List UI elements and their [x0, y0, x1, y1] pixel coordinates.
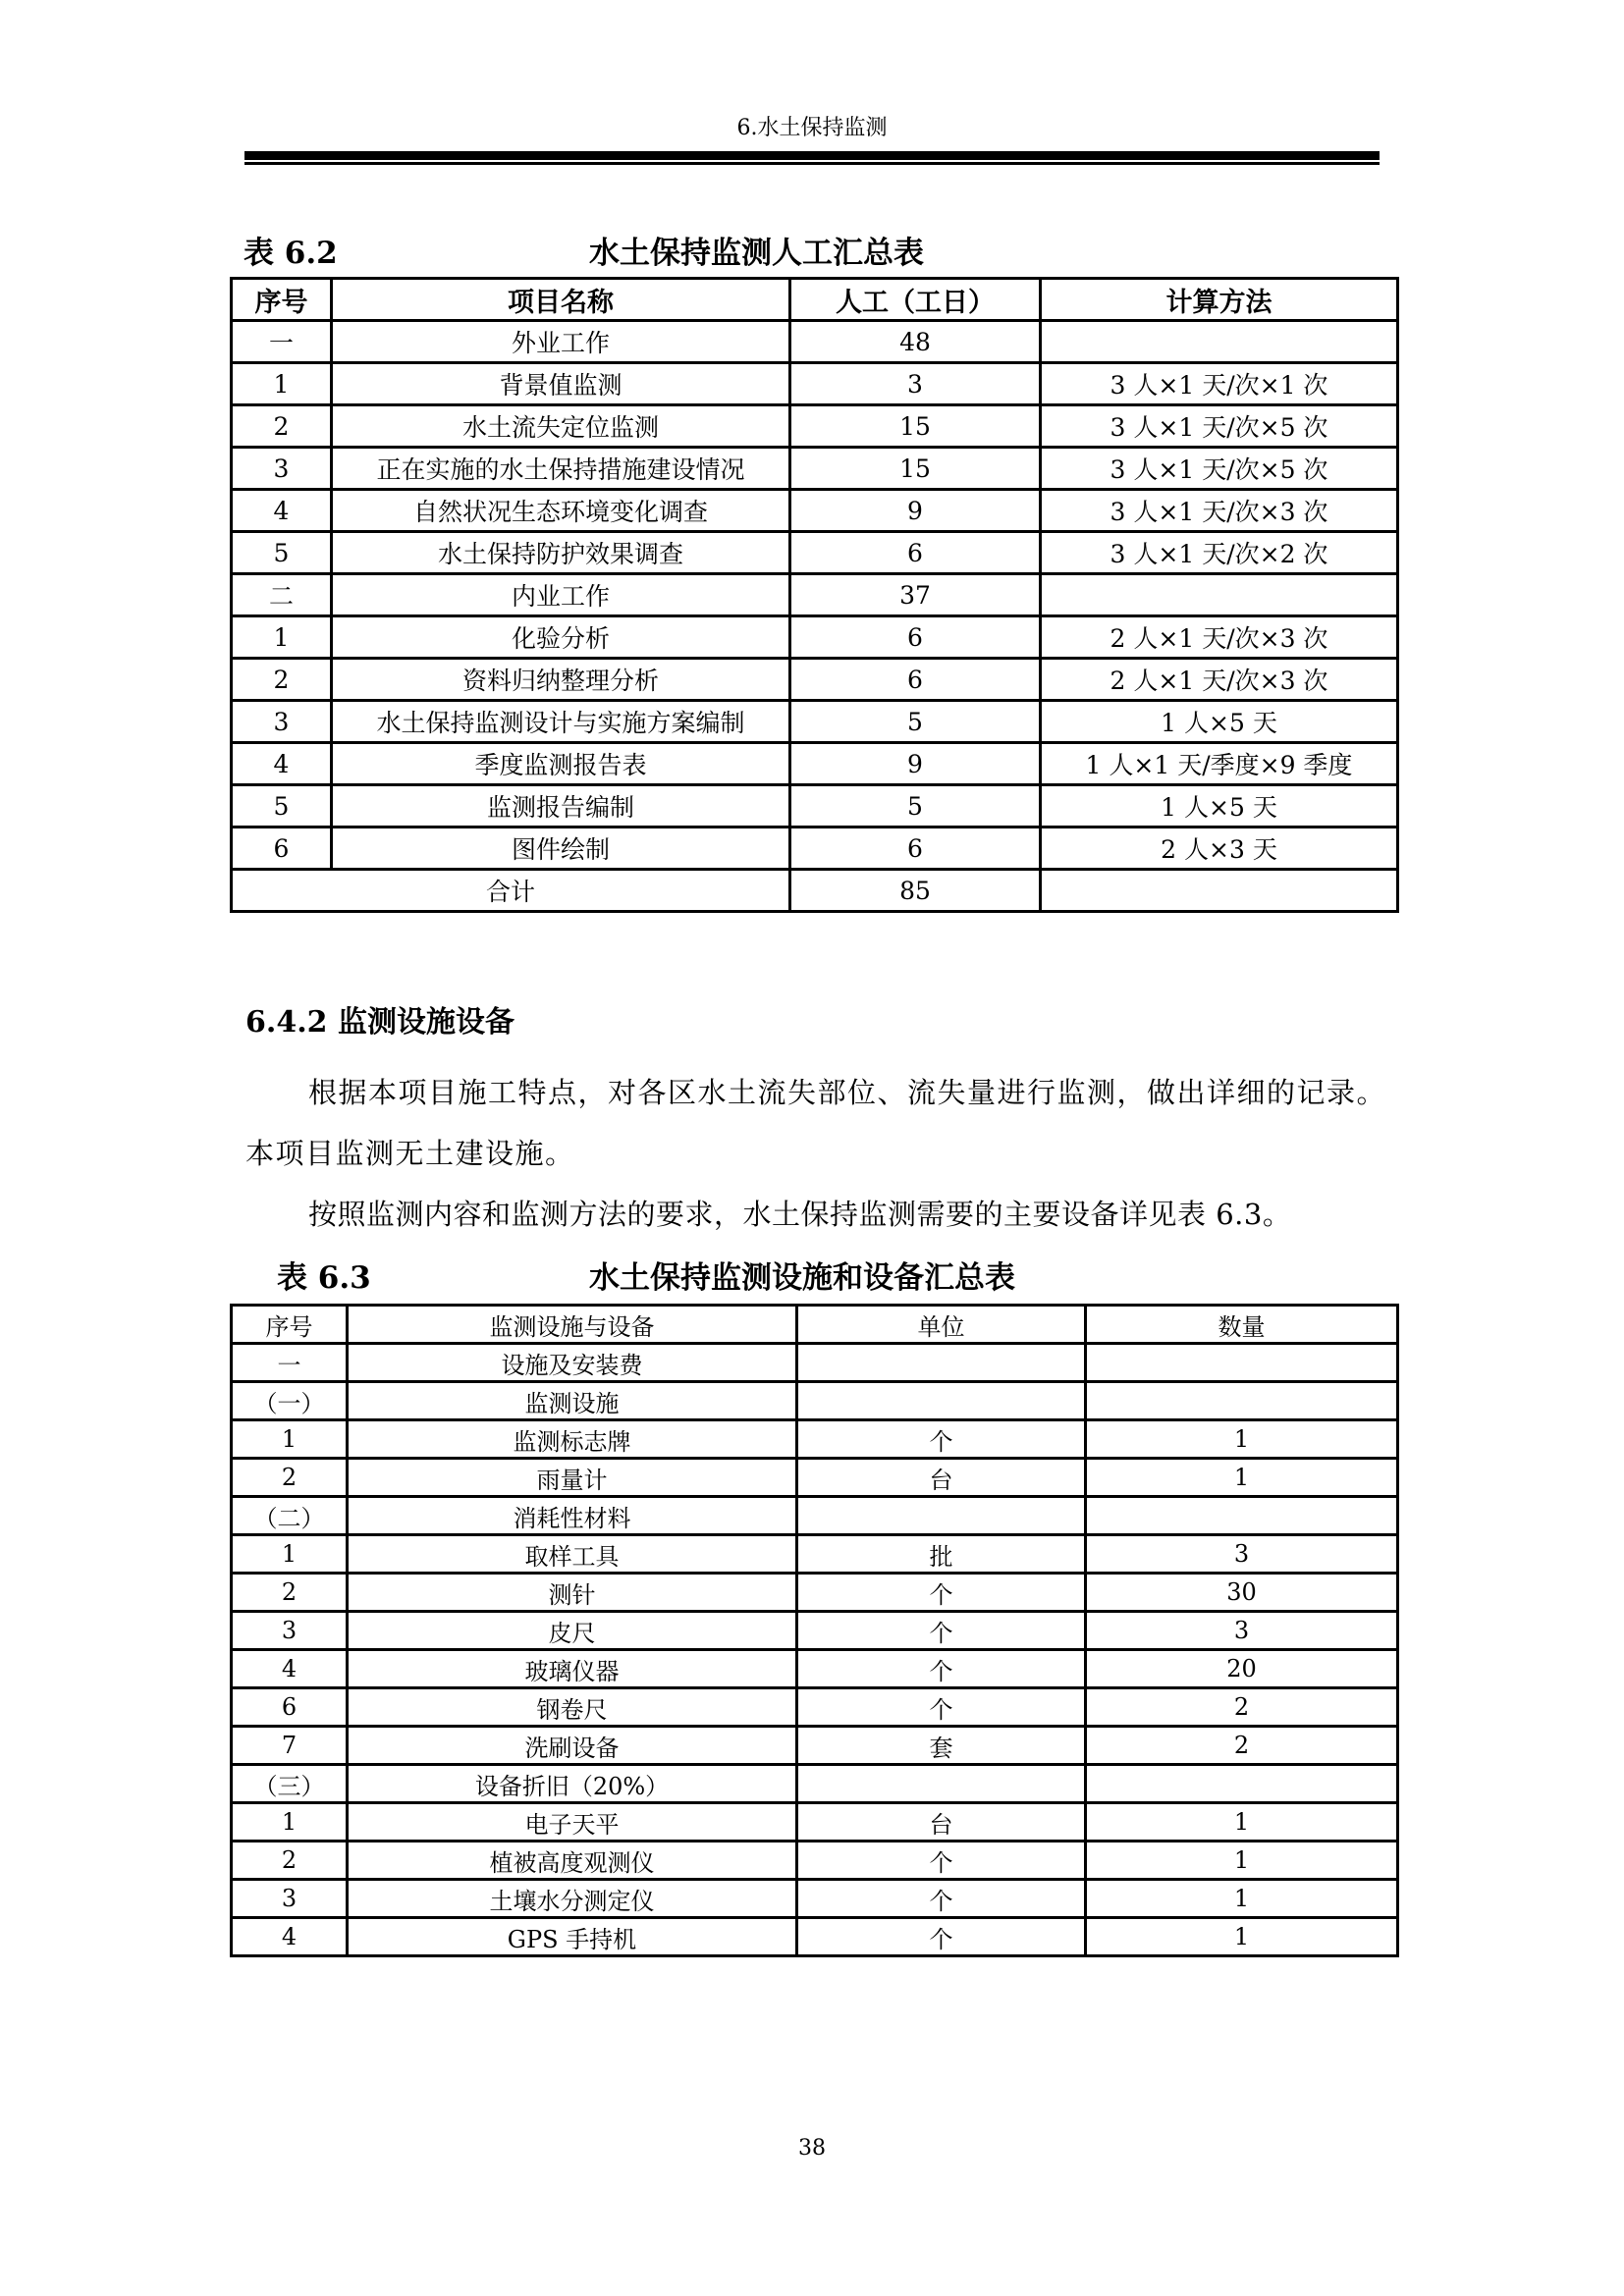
- cell-calc-method: 2 人×3 天: [1041, 828, 1398, 870]
- cell-workdays: 37: [790, 574, 1041, 616]
- cell-unit: 个: [797, 1918, 1086, 1956]
- cell-index: 1: [232, 1803, 348, 1842]
- cell-calc-method: 3 人×1 天/次×2 次: [1041, 532, 1398, 574]
- cell-equipment: 钢卷尺: [348, 1688, 797, 1727]
- cell-quantity: 1: [1086, 1880, 1398, 1918]
- cell-unit: 台: [797, 1803, 1086, 1842]
- table-row: [232, 659, 1398, 701]
- cell-index: 一: [232, 321, 332, 363]
- cell-calc-method: [1041, 574, 1398, 616]
- cell-workdays: 6: [790, 532, 1041, 574]
- header-rule-thin: [244, 162, 1380, 165]
- cell-quantity: 1: [1086, 1803, 1398, 1842]
- table-row: [232, 1765, 1398, 1803]
- total-label: 合计: [232, 870, 790, 912]
- header-calc-method: 计算方法: [1041, 279, 1398, 321]
- table-row: [232, 616, 1398, 659]
- table-row: [232, 1344, 1398, 1382]
- cell-workdays: 5: [790, 701, 1041, 743]
- cell-workdays: 15: [790, 448, 1041, 490]
- cell-calc-method: 1 人×5 天: [1041, 785, 1398, 828]
- cell-index: 3: [232, 448, 332, 490]
- table-row: [232, 490, 1398, 532]
- cell-index: 2: [232, 1459, 348, 1497]
- cell-workdays: 6: [790, 828, 1041, 870]
- cell-quantity: 3: [1086, 1535, 1398, 1574]
- cell-equipment: 监测设施: [348, 1382, 797, 1420]
- header-index: 序号: [232, 279, 332, 321]
- cell-index: 4: [232, 743, 332, 785]
- cell-calc-method: [1041, 321, 1398, 363]
- table-row: [232, 574, 1398, 616]
- table-header-row: [232, 1306, 1398, 1344]
- cell-item-name: 自然状况生态环境变化调查: [332, 490, 790, 532]
- cell-equipment: 设施及安装费: [348, 1344, 797, 1382]
- cell-index: 3: [232, 701, 332, 743]
- cell-quantity: 1: [1086, 1918, 1398, 1956]
- cell-index: 二: [232, 574, 332, 616]
- total-value: 85: [790, 870, 1041, 912]
- cell-item-name: 背景值监测: [332, 363, 790, 405]
- cell-index: 2: [232, 405, 332, 448]
- cell-unit: 个: [797, 1574, 1086, 1612]
- header-item-name: 项目名称: [332, 279, 790, 321]
- table-row: [232, 1535, 1398, 1574]
- cell-item-name: 水土保持防护效果调查: [332, 532, 790, 574]
- header-quantity: 数量: [1086, 1306, 1398, 1344]
- cell-unit: 个: [797, 1688, 1086, 1727]
- cell-index: 2: [232, 1842, 348, 1880]
- cell-calc-method: 2 人×1 天/次×3 次: [1041, 659, 1398, 701]
- cell-equipment: 测针: [348, 1574, 797, 1612]
- table-6-3-title: 水土保持监测设施和设备汇总表: [589, 1260, 1015, 1296]
- cell-unit: 个: [797, 1612, 1086, 1650]
- table-row: [232, 1459, 1398, 1497]
- table-total-row: [232, 870, 1398, 912]
- cell-index: 3: [232, 1880, 348, 1918]
- cell-quantity: 1: [1086, 1459, 1398, 1497]
- cell-equipment: 皮尺: [348, 1612, 797, 1650]
- table-row: [232, 363, 1398, 405]
- cell-item-name: 图件绘制: [332, 828, 790, 870]
- cell-calc-method: 3 人×1 天/次×5 次: [1041, 405, 1398, 448]
- cell-calc-method: 3 人×1 天/次×3 次: [1041, 490, 1398, 532]
- cell-quantity: 2: [1086, 1688, 1398, 1727]
- cell-calc-method: 3 人×1 天/次×1 次: [1041, 363, 1398, 405]
- cell-calc-method: 1 人×5 天: [1041, 701, 1398, 743]
- cell-unit: 个: [797, 1650, 1086, 1688]
- cell-index: （一）: [232, 1382, 348, 1420]
- cell-item-name: 水土流失定位监测: [332, 405, 790, 448]
- cell-unit: 个: [797, 1842, 1086, 1880]
- table-6-3: [230, 1304, 1399, 1957]
- table-6-2-number: 表 6.2: [244, 236, 338, 271]
- table-row: [232, 405, 1398, 448]
- cell-index: 4: [232, 1650, 348, 1688]
- cell-index: 4: [232, 1918, 348, 1956]
- cell-quantity: [1086, 1497, 1398, 1535]
- cell-unit: [797, 1497, 1086, 1535]
- cell-item-name: 内业工作: [332, 574, 790, 616]
- table-header-row: [232, 279, 1398, 321]
- cell-equipment: 消耗性材料: [348, 1497, 797, 1535]
- cell-index: 6: [232, 828, 332, 870]
- table-row: [232, 701, 1398, 743]
- cell-unit: [797, 1344, 1086, 1382]
- table-row: [232, 785, 1398, 828]
- cell-index: （二）: [232, 1497, 348, 1535]
- header-equipment: 监测设施与设备: [348, 1306, 797, 1344]
- cell-workdays: 3: [790, 363, 1041, 405]
- header-workdays: 人工（工日）: [790, 279, 1041, 321]
- cell-unit: 批: [797, 1535, 1086, 1574]
- cell-quantity: 20: [1086, 1650, 1398, 1688]
- cell-quantity: 3: [1086, 1612, 1398, 1650]
- table-row: [232, 1727, 1398, 1765]
- cell-item-name: 资料归纳整理分析: [332, 659, 790, 701]
- paragraph: 按照监测内容和监测方法的要求，水土保持监测需要的主要设备详见表 6.3。: [308, 1198, 1292, 1231]
- table-row: [232, 448, 1398, 490]
- page-number: 38: [798, 2136, 826, 2161]
- cell-item-name: 外业工作: [332, 321, 790, 363]
- cell-item-name: 化验分析: [332, 616, 790, 659]
- table-row: [232, 1650, 1398, 1688]
- cell-unit: 个: [797, 1420, 1086, 1459]
- cell-quantity: 1: [1086, 1842, 1398, 1880]
- cell-equipment: 电子天平: [348, 1803, 797, 1842]
- table-row: [232, 1918, 1398, 1956]
- cell-index: 2: [232, 659, 332, 701]
- header-rule-thick: [244, 151, 1380, 160]
- cell-index: 一: [232, 1344, 348, 1382]
- table-row: [232, 1880, 1398, 1918]
- table-row: [232, 1842, 1398, 1880]
- header-unit: 单位: [797, 1306, 1086, 1344]
- cell-workdays: 48: [790, 321, 1041, 363]
- table-6-3-number: 表 6.3: [277, 1260, 371, 1296]
- cell-index: 5: [232, 785, 332, 828]
- cell-calc-method: 2 人×1 天/次×3 次: [1041, 616, 1398, 659]
- cell-workdays: 5: [790, 785, 1041, 828]
- section-heading: 6.4.2 监测设施设备: [245, 1005, 514, 1040]
- table-row: [232, 1688, 1398, 1727]
- running-head: 6.水土保持监测: [736, 116, 888, 140]
- cell-calc-method: 1 人×1 天/季度×9 季度: [1041, 743, 1398, 785]
- cell-quantity: 30: [1086, 1574, 1398, 1612]
- cell-quantity: [1086, 1382, 1398, 1420]
- cell-workdays: 9: [790, 743, 1041, 785]
- cell-index: 2: [232, 1574, 348, 1612]
- cell-quantity: [1086, 1344, 1398, 1382]
- table-row: [232, 1420, 1398, 1459]
- cell-unit: 台: [797, 1459, 1086, 1497]
- cell-workdays: 6: [790, 659, 1041, 701]
- cell-unit: [797, 1382, 1086, 1420]
- cell-calc-method: 3 人×1 天/次×5 次: [1041, 448, 1398, 490]
- table-row: [232, 743, 1398, 785]
- cell-index: 1: [232, 1420, 348, 1459]
- table-row: [232, 321, 1398, 363]
- table-row: [232, 1497, 1398, 1535]
- cell-index: 1: [232, 363, 332, 405]
- cell-index: 4: [232, 490, 332, 532]
- cell-equipment: 植被高度观测仪: [348, 1842, 797, 1880]
- cell-index: 1: [232, 1535, 348, 1574]
- cell-item-name: 季度监测报告表: [332, 743, 790, 785]
- cell-index: 1: [232, 616, 332, 659]
- total-method: [1041, 870, 1398, 912]
- cell-quantity: [1086, 1765, 1398, 1803]
- cell-item-name: 正在实施的水土保持措施建设情况: [332, 448, 790, 490]
- cell-item-name: 水土保持监测设计与实施方案编制: [332, 701, 790, 743]
- cell-item-name: 监测报告编制: [332, 785, 790, 828]
- cell-equipment: 设备折旧（20%）: [348, 1765, 797, 1803]
- cell-index: 7: [232, 1727, 348, 1765]
- cell-index: 3: [232, 1612, 348, 1650]
- cell-quantity: 2: [1086, 1727, 1398, 1765]
- cell-equipment: 土壤水分测定仪: [348, 1880, 797, 1918]
- cell-workdays: 9: [790, 490, 1041, 532]
- table-row: [232, 1382, 1398, 1420]
- cell-unit: [797, 1765, 1086, 1803]
- cell-equipment: 玻璃仪器: [348, 1650, 797, 1688]
- table-row: [232, 1803, 1398, 1842]
- paragraph: 根据本项目施工特点，对各区水土流失部位、流失量进行监测，做出详细的记录。本项目监测无土建设施。: [245, 1076, 1387, 1170]
- cell-unit: 套: [797, 1727, 1086, 1765]
- table-6-2-title: 水土保持监测人工汇总表: [589, 236, 924, 271]
- cell-equipment: 洗刷设备: [348, 1727, 797, 1765]
- cell-equipment: GPS 手持机: [348, 1918, 797, 1956]
- table-row: [232, 532, 1398, 574]
- table-row: [232, 1574, 1398, 1612]
- header-index: 序号: [232, 1306, 348, 1344]
- cell-unit: 个: [797, 1880, 1086, 1918]
- cell-equipment: 监测标志牌: [348, 1420, 797, 1459]
- cell-equipment: 取样工具: [348, 1535, 797, 1574]
- cell-workdays: 15: [790, 405, 1041, 448]
- table-row: [232, 1612, 1398, 1650]
- table-6-2: [230, 277, 1399, 913]
- cell-index: 6: [232, 1688, 348, 1727]
- table-row: [232, 828, 1398, 870]
- cell-index: （三）: [232, 1765, 348, 1803]
- cell-index: 5: [232, 532, 332, 574]
- cell-equipment: 雨量计: [348, 1459, 797, 1497]
- cell-workdays: 6: [790, 616, 1041, 659]
- cell-quantity: 1: [1086, 1420, 1398, 1459]
